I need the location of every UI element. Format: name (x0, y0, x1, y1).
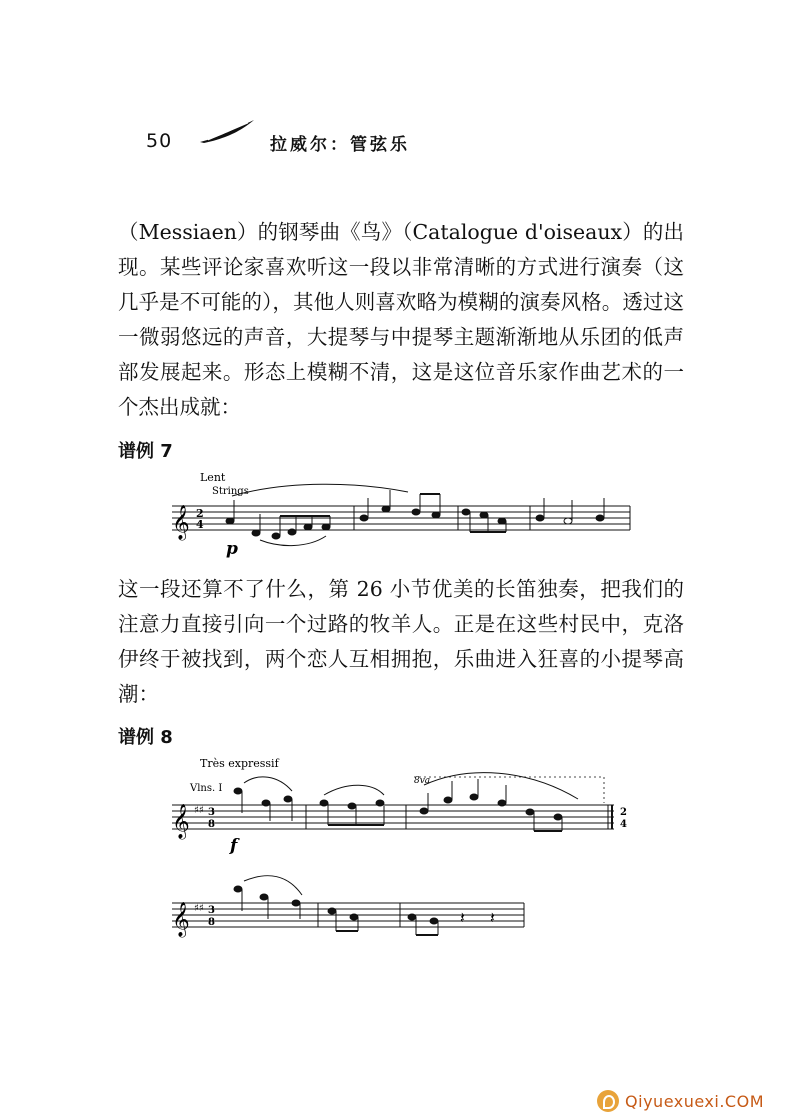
svg-text:♯♯: ♯♯ (194, 805, 204, 816)
example-label: 谱例 7 (118, 441, 173, 462)
svg-text:4: 4 (196, 518, 204, 531)
tempo-marking: Lent (200, 471, 226, 484)
example-label: 谱例 8 (118, 727, 173, 748)
music-score-example-8 (168, 755, 638, 965)
music-note-logo-icon (597, 1090, 619, 1112)
body-paragraph: （Messiaen）的钢琴曲《鸟》（Catalogue d'oiseaux）的出现。某些评论家喜欢听这一段以非常清晰的方式进行演奏（这几乎是不可能的），其他人则喜欢略为模糊的演奏风格。透过这一微弱悠远的声音，大提琴与中提琴主题渐渐地从乐团的低声部发展起来。形态上模糊不清，这是这位音乐家作曲艺术的一个杰出成就： (118, 220, 684, 419)
watermark-text: Qiyuexuexi.COM (625, 1091, 764, 1111)
svg-text:𝄞: 𝄞 (172, 804, 190, 839)
svg-text:3: 3 (208, 807, 215, 818)
svg-text:4: 4 (620, 819, 627, 830)
watermark (597, 1090, 764, 1112)
instrument-label: Vlns. I (190, 783, 223, 794)
tempo-marking: Très expressif (200, 757, 279, 770)
page-number: 50 (146, 130, 173, 152)
dynamic-marking: p (226, 539, 238, 559)
svg-text:8: 8 (208, 819, 215, 830)
body-paragraph: 这一段还算不了什么，第 26 小节优美的长笛独奏，把我们的注意力直接引向一个过路的牧羊人。正是在这些村民中，克洛伊终于被找到，两个恋人互相拥抱，乐曲进入狂喜的小提琴高潮： (118, 577, 684, 706)
svg-text:𝄽: 𝄽 (460, 908, 465, 927)
svg-text:8: 8 (208, 917, 215, 928)
svg-text:♯♯: ♯♯ (194, 903, 204, 914)
svg-text:8va: 8va (414, 776, 431, 786)
music-score-example-7 (168, 470, 648, 560)
svg-text:3: 3 (208, 905, 215, 916)
svg-text:2: 2 (196, 507, 204, 520)
running-title: 拉威尔：管弦乐 (270, 135, 410, 155)
quill-ornament-icon (198, 118, 258, 146)
svg-text:𝄞: 𝄞 (172, 505, 190, 540)
svg-text:2: 2 (620, 807, 627, 818)
instrument-label: Strings (212, 486, 249, 497)
dynamic-marking: f (230, 836, 238, 856)
svg-text:𝄽: 𝄽 (490, 908, 495, 927)
svg-text:𝄞: 𝄞 (172, 902, 190, 937)
